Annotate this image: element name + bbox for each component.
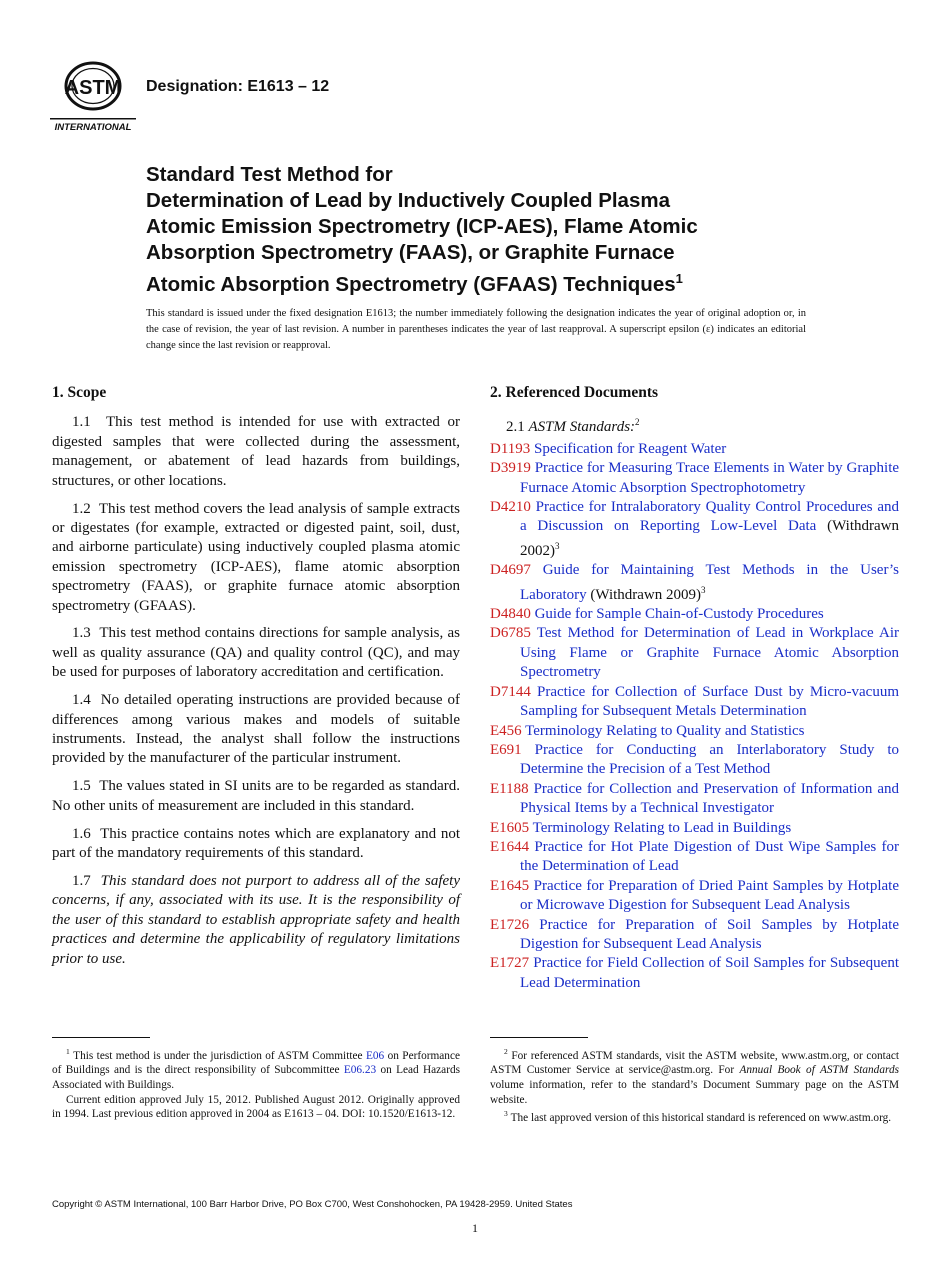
footnotes-left — [52, 1045, 460, 1122]
title-line-2: Determination of Lead by Inductively Coupled Plasma — [146, 189, 670, 212]
scope-paragraphs — [52, 413, 460, 969]
referenced-documents-list — [490, 440, 899, 993]
reference-item — [490, 954, 899, 993]
reference-title-link[interactable]: Guide for Sample Chain-of-Custody Procedures — [534, 606, 824, 623]
reference-code-link[interactable]: E1188 — [490, 780, 529, 797]
paragraph-number: 1.3 — [72, 625, 91, 642]
title-line-1: Standard Test Method for — [146, 163, 393, 186]
scope-paragraph — [52, 413, 460, 491]
paragraph-number: 1.1 — [72, 414, 91, 431]
reference-item — [490, 624, 899, 682]
paragraph-number: 1.2 — [72, 500, 91, 517]
paragraph-number: 1.7 — [72, 872, 91, 889]
footnote-rule-left — [52, 1037, 150, 1038]
reference-item — [490, 741, 899, 780]
reference-title-link[interactable]: Practice for Collection of Surface Dust by Micro-vacuum Sampling for Subsequent Metals Determination — [520, 683, 899, 720]
scope-paragraph — [52, 825, 460, 864]
subheading-text: ASTM Standards: — [528, 419, 636, 436]
paragraph-text: The values stated in SI units are to be regarded as standard. No other units of measurement are included in this standard. — [52, 778, 461, 814]
document-title — [146, 162, 866, 298]
paragraph-text: This test method contains directions for sample analysis, as well as quality assurance (QA) and quality control (QC), and may be used for purposes of laboratory accreditation and certification. — [52, 625, 461, 681]
logo-text: ASTM — [64, 77, 122, 99]
reference-title-link[interactable]: Practice for Collection and Preservation of Information and Physical Items by a Technical Investigator — [520, 780, 900, 817]
subcommittee-e06-23-link[interactable]: E06.23 — [343, 1064, 377, 1077]
reference-item — [490, 605, 899, 624]
astm-standards-subheading — [490, 413, 899, 437]
reference-title-link[interactable]: Practice for Preparation of Soil Samples by Hotplate Digestion for Subsequent Lead Analysis — [520, 916, 899, 952]
reference-item — [490, 819, 899, 838]
page-number: 1 — [472, 1221, 478, 1235]
reference-code-link[interactable]: D3919 — [490, 460, 531, 477]
subheading-footnote-mark[interactable]: 2 — [635, 417, 640, 428]
title-line-3: Atomic Emission Spectrometry (ICP-AES), Flame Atomic — [146, 215, 698, 238]
reference-item — [490, 683, 899, 722]
footnote-1 — [52, 1045, 460, 1093]
reference-code-link[interactable]: E1645 — [490, 877, 530, 894]
reference-title-link[interactable]: Practice for Intralaboratory Quality Control Procedures and a Discussion on Reporting Low-Level Data — [520, 499, 900, 535]
reference-footnote-mark[interactable]: 3 — [555, 540, 560, 551]
footnote-2-text-b: volume information, refer to the standard’s Document Summary page on the ASTM website. — [490, 1078, 899, 1106]
reference-code-link[interactable]: D7144 — [490, 683, 531, 700]
footnote-3 — [490, 1107, 899, 1125]
reference-code-link[interactable]: E1644 — [490, 838, 530, 855]
footnote-1-edition: Current edition approved July 15, 2012. Published August 2012. Originally approved in 1994. Last previous edition approved in 2004 as E1613 – 04. DOI: 10.1520/E1613-12. — [52, 1093, 460, 1121]
reference-title-link[interactable]: Terminology Relating to Quality and Statistics — [525, 722, 805, 739]
paragraph-text: This test method is intended for use with extracted or digested samples that were collected during the assessment, management, or abatement of lead hazards from buildings, structures, or other locations. — [52, 414, 460, 489]
reference-title-link[interactable]: Practice for Conducting an Interlaboratory Study to Determine the Precision of a Test Method — [520, 741, 899, 778]
paragraph-text: No detailed operating instructions are provided because of differences among various makes and models of suitable instruments. Instead, the analyst shall follow the instructions provided by the manufacturer of the particular instrument. — [52, 692, 461, 767]
footnote-rule-right — [490, 1037, 588, 1038]
astm-logo — [50, 58, 136, 136]
footnote-1-text-c: on Lead Hazards Associated with Buildings. — [52, 1064, 460, 1091]
reference-item — [490, 780, 899, 819]
astm-logo-icon — [50, 58, 136, 136]
subheading-number: 2.1 — [506, 419, 525, 436]
footnotes-right — [490, 1045, 899, 1126]
reference-title-link[interactable]: Guide for Maintaining Test Methods in the User’s Laboratory — [520, 562, 900, 603]
footnote-1-text-b: on Performance of Buildings and is the direct responsibility of Subcommittee — [52, 1049, 460, 1077]
reference-code-link[interactable]: E1726 — [490, 916, 530, 933]
paragraph-text: This test method covers the lead analysis of sample extracts or digestates (for example, extracted or digested paint, soil, dust, and airborne particulate) using inductively coupled plasma atomic emission spectrometry (ICP-AES), flame atomic absorption spectrometry (FAAS), or graphite furnace atomic absorption spectrometry (GFAAS). — [52, 500, 460, 614]
scope-paragraph — [52, 777, 460, 816]
scope-heading: 1. Scope — [52, 384, 107, 401]
reference-title-link[interactable]: Specification for Reagent Water — [534, 440, 727, 457]
title-line-5-text: Atomic Absorption Spectrometry (GFAAS) Techniques — [146, 272, 676, 296]
footnote-3-text: The last approved version of this historical standard is referenced on www.astm.org. — [510, 1111, 892, 1124]
scope-paragraph — [52, 691, 460, 769]
reference-title-link[interactable]: Practice for Hot Plate Digestion of Dust Wipe Samples for the Determination of Lead — [520, 838, 899, 875]
paragraph-number: 1.5 — [72, 778, 91, 795]
reference-title-link[interactable]: Test Method for Determination of Lead in Workplace Air Using Flame or Graphite Furnace Atomic Absorption Spectrometry — [520, 625, 900, 681]
reference-title-link[interactable]: Practice for Preparation of Dried Paint Samples by Hotplate or Microwave Digestion for Subsequent Lead Analysis — [520, 877, 899, 914]
paragraph-text: This standard does not purport to address all of the safety concerns, if any, associated with its use. It is the responsibility of the user of this standard to establish appropriate safety and health practices and determine the applicability of regulatory limitations prior to use. — [52, 872, 461, 967]
reference-item — [490, 498, 899, 561]
reference-title-link[interactable]: Practice for Measuring Trace Elements in Water by Graphite Furnace Atomic Absorption Spectrophotometry — [520, 460, 900, 496]
logo-subtext: INTERNATIONAL — [54, 122, 132, 133]
reference-code-link[interactable]: E1727 — [490, 955, 530, 972]
scope-section — [52, 383, 460, 977]
reference-code-link[interactable]: D6785 — [490, 625, 531, 642]
footnote-2-mark: 2 — [504, 1047, 508, 1056]
reference-code-link[interactable]: E456 — [490, 722, 522, 739]
reference-item — [490, 440, 899, 459]
reference-code-link[interactable]: D1193 — [490, 440, 531, 457]
referenced-documents-section — [490, 383, 899, 993]
designation: Designation: E1613 – 12 — [146, 78, 330, 95]
paragraph-number: 1.4 — [72, 692, 91, 709]
reference-code-link[interactable]: E691 — [490, 741, 522, 758]
footnote-1-text-a: This test method is under the jurisdiction of ASTM Committee — [73, 1049, 363, 1062]
copyright-line: Copyright © ASTM International, 100 Barr Harbor Drive, PO Box C700, West Conshohocken, PA 19428-2959. United States — [52, 1199, 573, 1210]
footnote-2 — [490, 1045, 899, 1107]
footnote-2-text-a: For referenced ASTM standards, visit the ASTM website, www.astm.org, or contact ASTM Customer Service at service@astm.org. For — [490, 1049, 899, 1077]
reference-code-link[interactable]: D4840 — [490, 606, 531, 623]
committee-e06-link[interactable]: E06 — [365, 1049, 385, 1062]
scope-paragraph — [52, 872, 460, 969]
footnote-3-mark: 3 — [504, 1109, 508, 1119]
reference-item — [490, 916, 899, 955]
issuance-note: This standard is issued under the fixed designation E1613; the number immediately following the designation indicates the year of original adoption or, in the case of revision, the year of last revision. A number in parentheses indicates the year of last reapproval. A superscript epsilon (ε) indicates an editorial change since the last revision or reapproval. — [146, 308, 806, 351]
reference-code-link[interactable]: E1605 — [490, 819, 530, 836]
paragraph-text: This practice contains notes which are explanatory and not part of the mandatory requirements of this standard. — [52, 825, 460, 862]
reference-title-link[interactable]: Practice for Field Collection of Soil Samples for Subsequent Lead Determination — [520, 955, 899, 991]
title-line-4: Absorption Spectrometry (FAAS), or Graphite Furnace — [146, 241, 675, 264]
reference-item — [490, 722, 899, 741]
reference-code-link[interactable]: D4210 — [490, 499, 531, 516]
reference-item — [490, 877, 899, 916]
reference-title-link[interactable]: Terminology Relating to Lead in Buildings — [532, 819, 792, 836]
reference-item — [490, 459, 899, 498]
reference-withdrawn-note: (Withdrawn 2009) — [590, 586, 702, 603]
title-footnote-mark[interactable]: 1 — [675, 271, 683, 286]
title-line-5 — [146, 266, 866, 298]
footnote-1-mark: 1 — [66, 1047, 70, 1056]
reference-withdrawn-note: (Withdrawn 2002) — [520, 518, 899, 559]
footnote-2-italic: Annual Book of ASTM Standards — [739, 1064, 900, 1077]
reference-item — [490, 561, 899, 605]
paragraph-number: 1.6 — [72, 825, 91, 842]
referenced-documents-heading: 2. Referenced Documents — [490, 384, 659, 401]
reference-item — [490, 838, 899, 877]
scope-paragraph — [52, 624, 460, 682]
reference-footnote-mark[interactable]: 3 — [701, 584, 706, 595]
reference-code-link[interactable]: D4697 — [490, 562, 531, 579]
scope-paragraph — [52, 500, 460, 616]
